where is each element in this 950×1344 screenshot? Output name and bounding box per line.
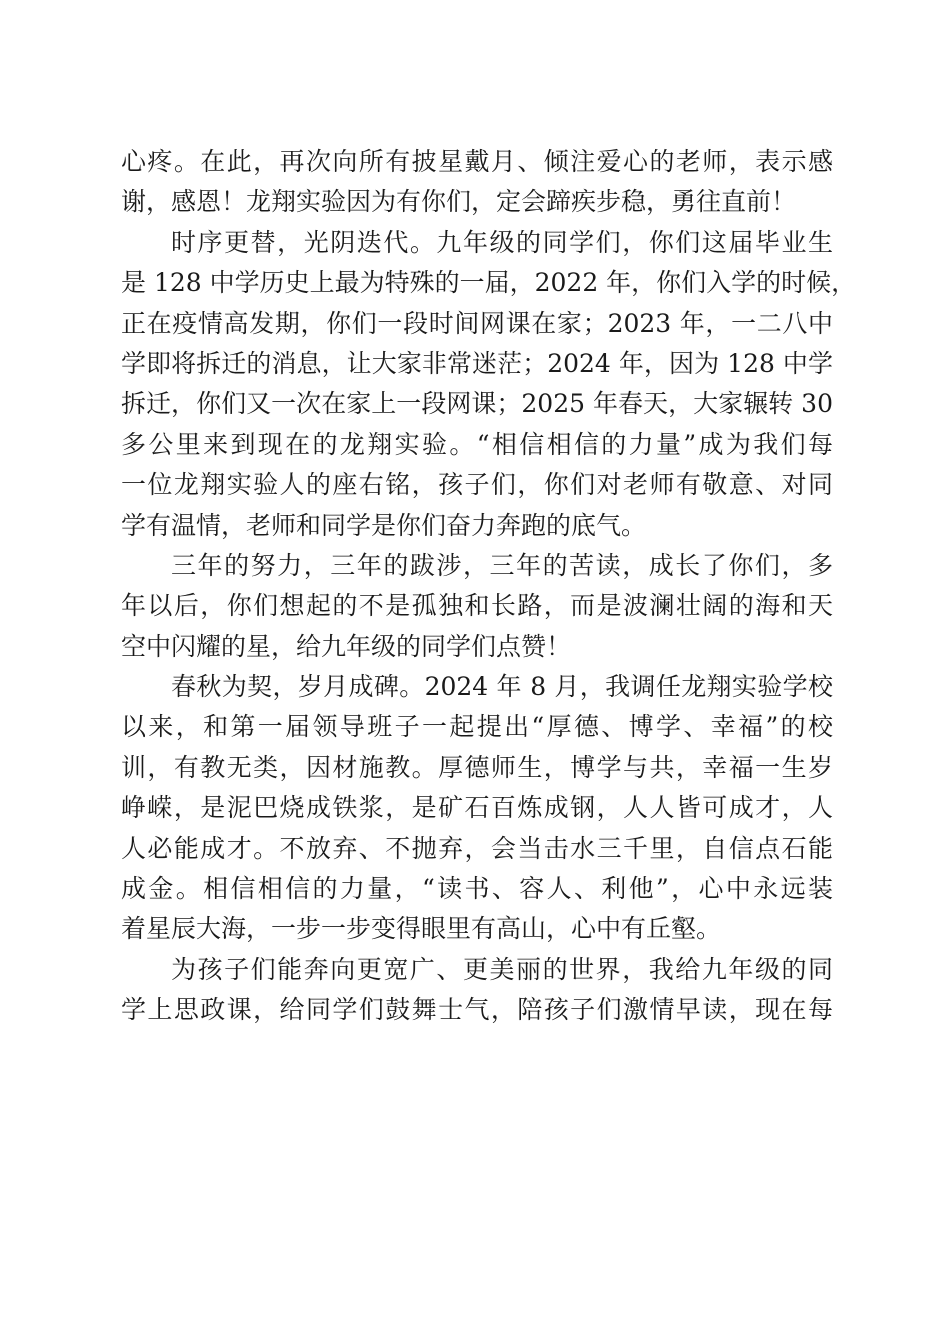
text-line: 谢，感恩！龙翔实验因为有你们，定会蹄疾步稳，勇往直前！ <box>121 187 797 217</box>
text-line: 一位龙翔实验人的座右铭，孩子们，你们对老师有敬意、对同 <box>121 470 833 500</box>
text-line: 三年的努力，三年的跋涉，三年的苦读，成长了你们，多 <box>171 550 833 580</box>
text-line: 是 128 中学历史上最为特殊的一届，2022 年，你们入学的时候， <box>121 268 857 298</box>
text-line: 训，有教无类，因材施教。厚德师生，博学与共，幸福一生岁 <box>121 752 833 782</box>
text-line: 空中闪耀的星，给九年级的同学们点赞！ <box>121 631 572 661</box>
text-line: 学上思政课，给同学们鼓舞士气，陪孩子们激情早读，现在每 <box>121 995 833 1025</box>
text-line: 以来，和第一届领导班子一起提出“厚德、博学、幸福”的校 <box>121 712 833 742</box>
text-line: 人必能成才。不放弃、不抛弃，会当击水三千里，自信点石能 <box>121 833 833 863</box>
text-line: 心疼。在此，再次向所有披星戴月、倾注爱心的老师，表示感 <box>121 147 833 176</box>
body-text <box>121 142 857 1031</box>
text-line: 成金。相信相信的力量，“读书、容人、利他”，心中永远装 <box>121 874 833 904</box>
text-line: 年以后，你们想起的不是孤独和长路，而是波澜壮阔的海和天 <box>121 591 833 621</box>
text-line: 拆迁，你们又一次在家上一段网课；2025 年春天，大家辗转 30 <box>121 389 833 419</box>
text-line: 多公里来到现在的龙翔实验。“相信相信的力量”成为我们每 <box>121 429 833 459</box>
text-line: 学即将拆迁的消息，让大家非常迷茫；2024 年，因为 128 中学 <box>121 348 833 378</box>
text-line: 学有温情，老师和同学是你们奋力奔跑的底气。 <box>121 510 647 540</box>
text-line: 为孩子们能奔向更宽广、更美丽的世界，我给九年级的同 <box>171 954 833 984</box>
text-line: 着星辰大海，一步一步变得眼里有高山，心中有丘壑。 <box>121 914 722 944</box>
text-line: 时序更替，光阴迭代。九年级的同学们，你们这届毕业生 <box>171 227 833 257</box>
text-line: 峥嵘，是泥巴烧成铁浆，是矿石百炼成钢，人人皆可成才，人 <box>121 793 833 823</box>
text-line: 春秋为契，岁月成碑。2024 年 8 月，我调任龙翔实验学校 <box>171 672 833 702</box>
text-line: 正在疫情高发期，你们一段时间网课在家；2023 年，一二八中 <box>121 308 833 338</box>
